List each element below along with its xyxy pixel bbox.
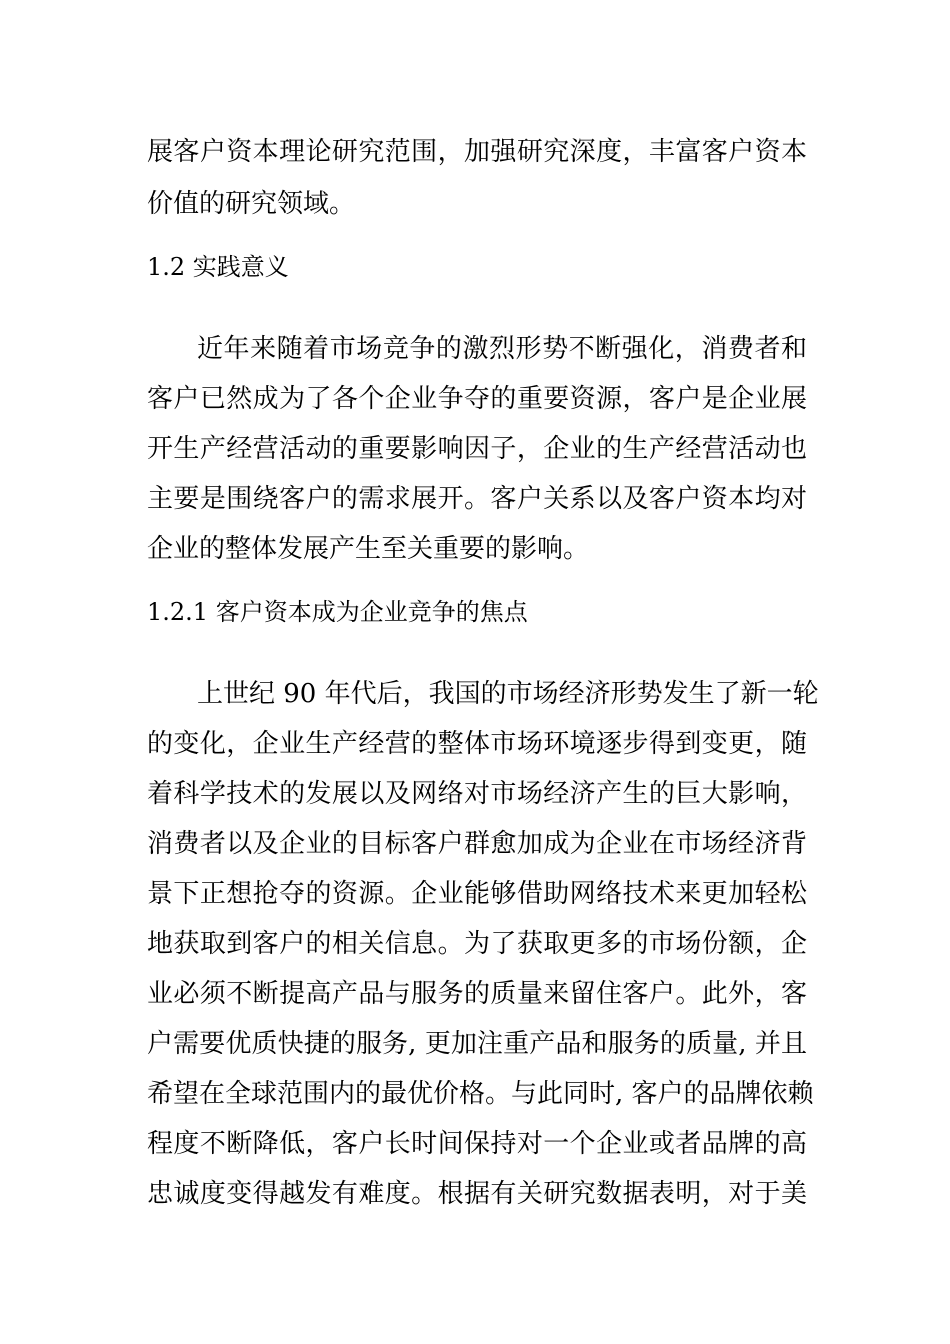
paragraph-line: 户需要优质快捷的服务, 更加注重产品和服务的质量, 并且 <box>147 1029 807 1059</box>
paragraph-line: 程度不断降低，客户长时间保持对一个企业或者品牌的高 <box>147 1129 807 1159</box>
paragraph-line: 业必须不断提高产品与服务的质量来留住客户。此外，客 <box>147 979 807 1009</box>
paragraph-line: 地获取到客户的相关信息。为了获取更多的市场份额，企 <box>147 929 807 959</box>
paragraph-line: 忠诚度变得越发有难度。根据有关研究数据表明，对于美 <box>147 1179 807 1209</box>
subsection-heading: 1.2.1 客户资本成为企业竞争的焦点 <box>147 598 528 626</box>
paragraph-line: 展客户资本理论研究范围，加强研究深度，丰富客户资本 <box>147 137 807 167</box>
paragraph-line: 近年来随着市场竞争的激烈形势不断强化，消费者和 <box>197 334 807 364</box>
paragraph-line: 开生产经营活动的重要影响因子，企业的生产经营活动也 <box>147 434 807 464</box>
paragraph-line: 上世纪 90 年代后，我国的市场经济形势发生了新一轮 <box>197 679 819 709</box>
paragraph-line: 客户已然成为了各个企业争夺的重要资源，客户是企业展 <box>147 384 807 414</box>
paragraph-line: 着科学技术的发展以及网络对市场经济产生的巨大影响， <box>147 779 807 809</box>
paragraph-line: 主要是围绕客户的需求展开。客户关系以及客户资本均对 <box>147 484 807 514</box>
paragraph-line: 消费者以及企业的目标客户群愈加成为企业在市场经济背 <box>147 829 807 859</box>
section-heading: 1.2 实践意义 <box>147 253 289 281</box>
paragraph-line: 的变化，企业生产经营的整体市场环境逐步得到变更，随 <box>147 729 807 759</box>
paragraph-line: 希望在全球范围内的最优价格。与此同时, 客户的品牌依赖 <box>147 1079 814 1109</box>
paragraph-line: 景下正想抢夺的资源。企业能够借助网络技术来更加轻松 <box>147 879 807 909</box>
paragraph-line: 企业的整体发展产生至关重要的影响。 <box>147 534 590 564</box>
paragraph-line: 价值的研究领域。 <box>147 189 356 219</box>
